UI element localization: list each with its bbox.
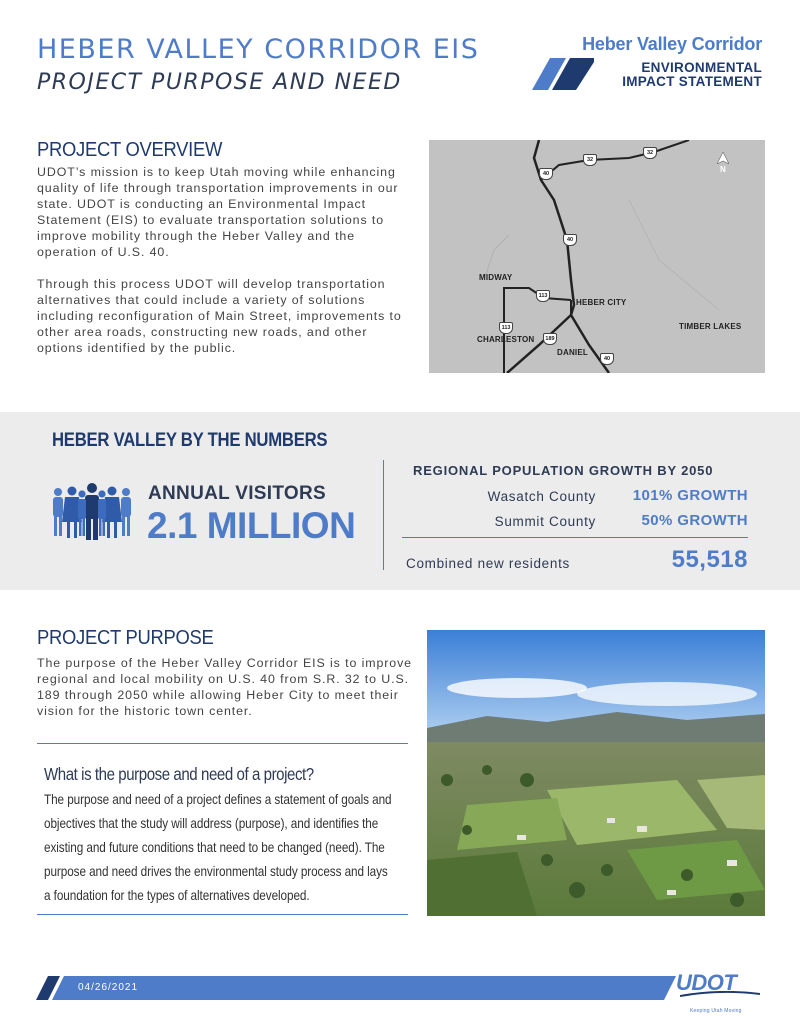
- map-label-charleston: CHARLESTON: [477, 335, 535, 344]
- route-shield-us40-south: 40: [600, 353, 614, 365]
- logo-eis-text: [596, 61, 762, 89]
- document-title: HEBER VALLEY CORRIDOR EIS: [37, 34, 480, 65]
- county-growth-wasatch: 101% GROWTH: [632, 487, 748, 504]
- callout-title: What is the purpose and need of a project?: [44, 764, 314, 784]
- growth-divider: [402, 537, 748, 538]
- callout-top-rule: [37, 743, 408, 744]
- map-label-north: N: [720, 165, 726, 174]
- callout-body: The purpose and need of a project defines a statement of goals and objectives that the study will address (purpose), and identifies the existing and future conditions that need to be changed (need). The purpose and need drives the environmental study process and lays a foundation for the types of alternatives developed.: [44, 791, 392, 903]
- project-purpose-heading: PROJECT PURPOSE: [37, 627, 214, 649]
- numbers-divider: [383, 460, 384, 570]
- logo-impact-statement: IMPACT STATEMENT: [622, 74, 762, 89]
- people-group-icon: [50, 482, 134, 542]
- map-label-heber-city: HEBER CITY: [576, 298, 627, 307]
- footer-date: 04/26/2021: [78, 982, 139, 993]
- project-overview-heading: PROJECT OVERVIEW: [37, 139, 223, 161]
- callout-bottom-rule: [37, 914, 408, 915]
- route-shield-32-east: 32: [643, 147, 657, 159]
- annual-visitors-label: ANNUAL VISITORS: [148, 483, 326, 504]
- route-shield-us40-north: 40: [539, 168, 553, 180]
- overview-paragraph-2: Through this process UDOT will develop transportation alternatives that could include a variety of solutions including reconfiguration of Main Street, improvements to other area roads, constructing new roads, and other options identified by the public.: [37, 277, 402, 355]
- document-subtitle: PROJECT PURPOSE AND NEED: [37, 70, 402, 95]
- logo-environmental: ENVIRONMENTAL: [641, 60, 762, 75]
- logo-corridor-name: Heber Valley Corridor: [582, 34, 762, 54]
- logo-stripes-icon: [532, 58, 594, 90]
- combined-residents-label: Combined new residents: [406, 556, 570, 571]
- map-label-midway: MIDWAY: [479, 273, 513, 282]
- udot-tagline: Keeping Utah Moving: [690, 1008, 742, 1014]
- county-name-wasatch: Wasatch County: [487, 489, 596, 504]
- purpose-paragraph: The purpose of the Heber Valley Corridor EIS is to improve regional and local mobility on U.S. 40 from S.R. 32 to U.S. 189 through 2050 while allowing Heber City to meet their vision for the historic town center.: [37, 656, 412, 718]
- north-arrow-icon: [717, 152, 729, 164]
- map-label-timber-lakes: TIMBER LAKES: [679, 322, 742, 331]
- route-shield-113-west: 113: [499, 322, 513, 334]
- route-shield-113: 113: [536, 290, 550, 302]
- overview-paragraph-1: UDOT’s mission is to keep Utah moving while enhancing quality of life through transportation improvements in our state. UDOT is conducting an Environmental Impact Statement (EIS) to evaluate transportation solutions to improve mobility through the Heber Valley and the operation of U.S. 40.: [37, 165, 399, 259]
- county-growth-summit: 50% GROWTH: [641, 512, 748, 529]
- annual-visitors-value: 2.1 MILLION: [147, 505, 356, 546]
- udot-logo: UDOT: [676, 970, 737, 995]
- route-shield-189: 189: [543, 333, 557, 345]
- numbers-heading: HEBER VALLEY BY THE NUMBERS: [52, 430, 328, 451]
- county-name-summit: Summit County: [494, 514, 596, 529]
- route-shield-us40-mid: 40: [563, 234, 577, 246]
- route-shield-32: 32: [583, 154, 597, 166]
- map-label-daniel: DANIEL: [557, 348, 588, 357]
- combined-residents-value: 55,518: [671, 546, 748, 573]
- aerial-valley-photo: [427, 630, 765, 916]
- population-growth-heading: REGIONAL POPULATION GROWTH BY 2050: [413, 463, 714, 478]
- udot-swoosh-icon: [680, 991, 760, 997]
- study-area-map: [429, 140, 765, 373]
